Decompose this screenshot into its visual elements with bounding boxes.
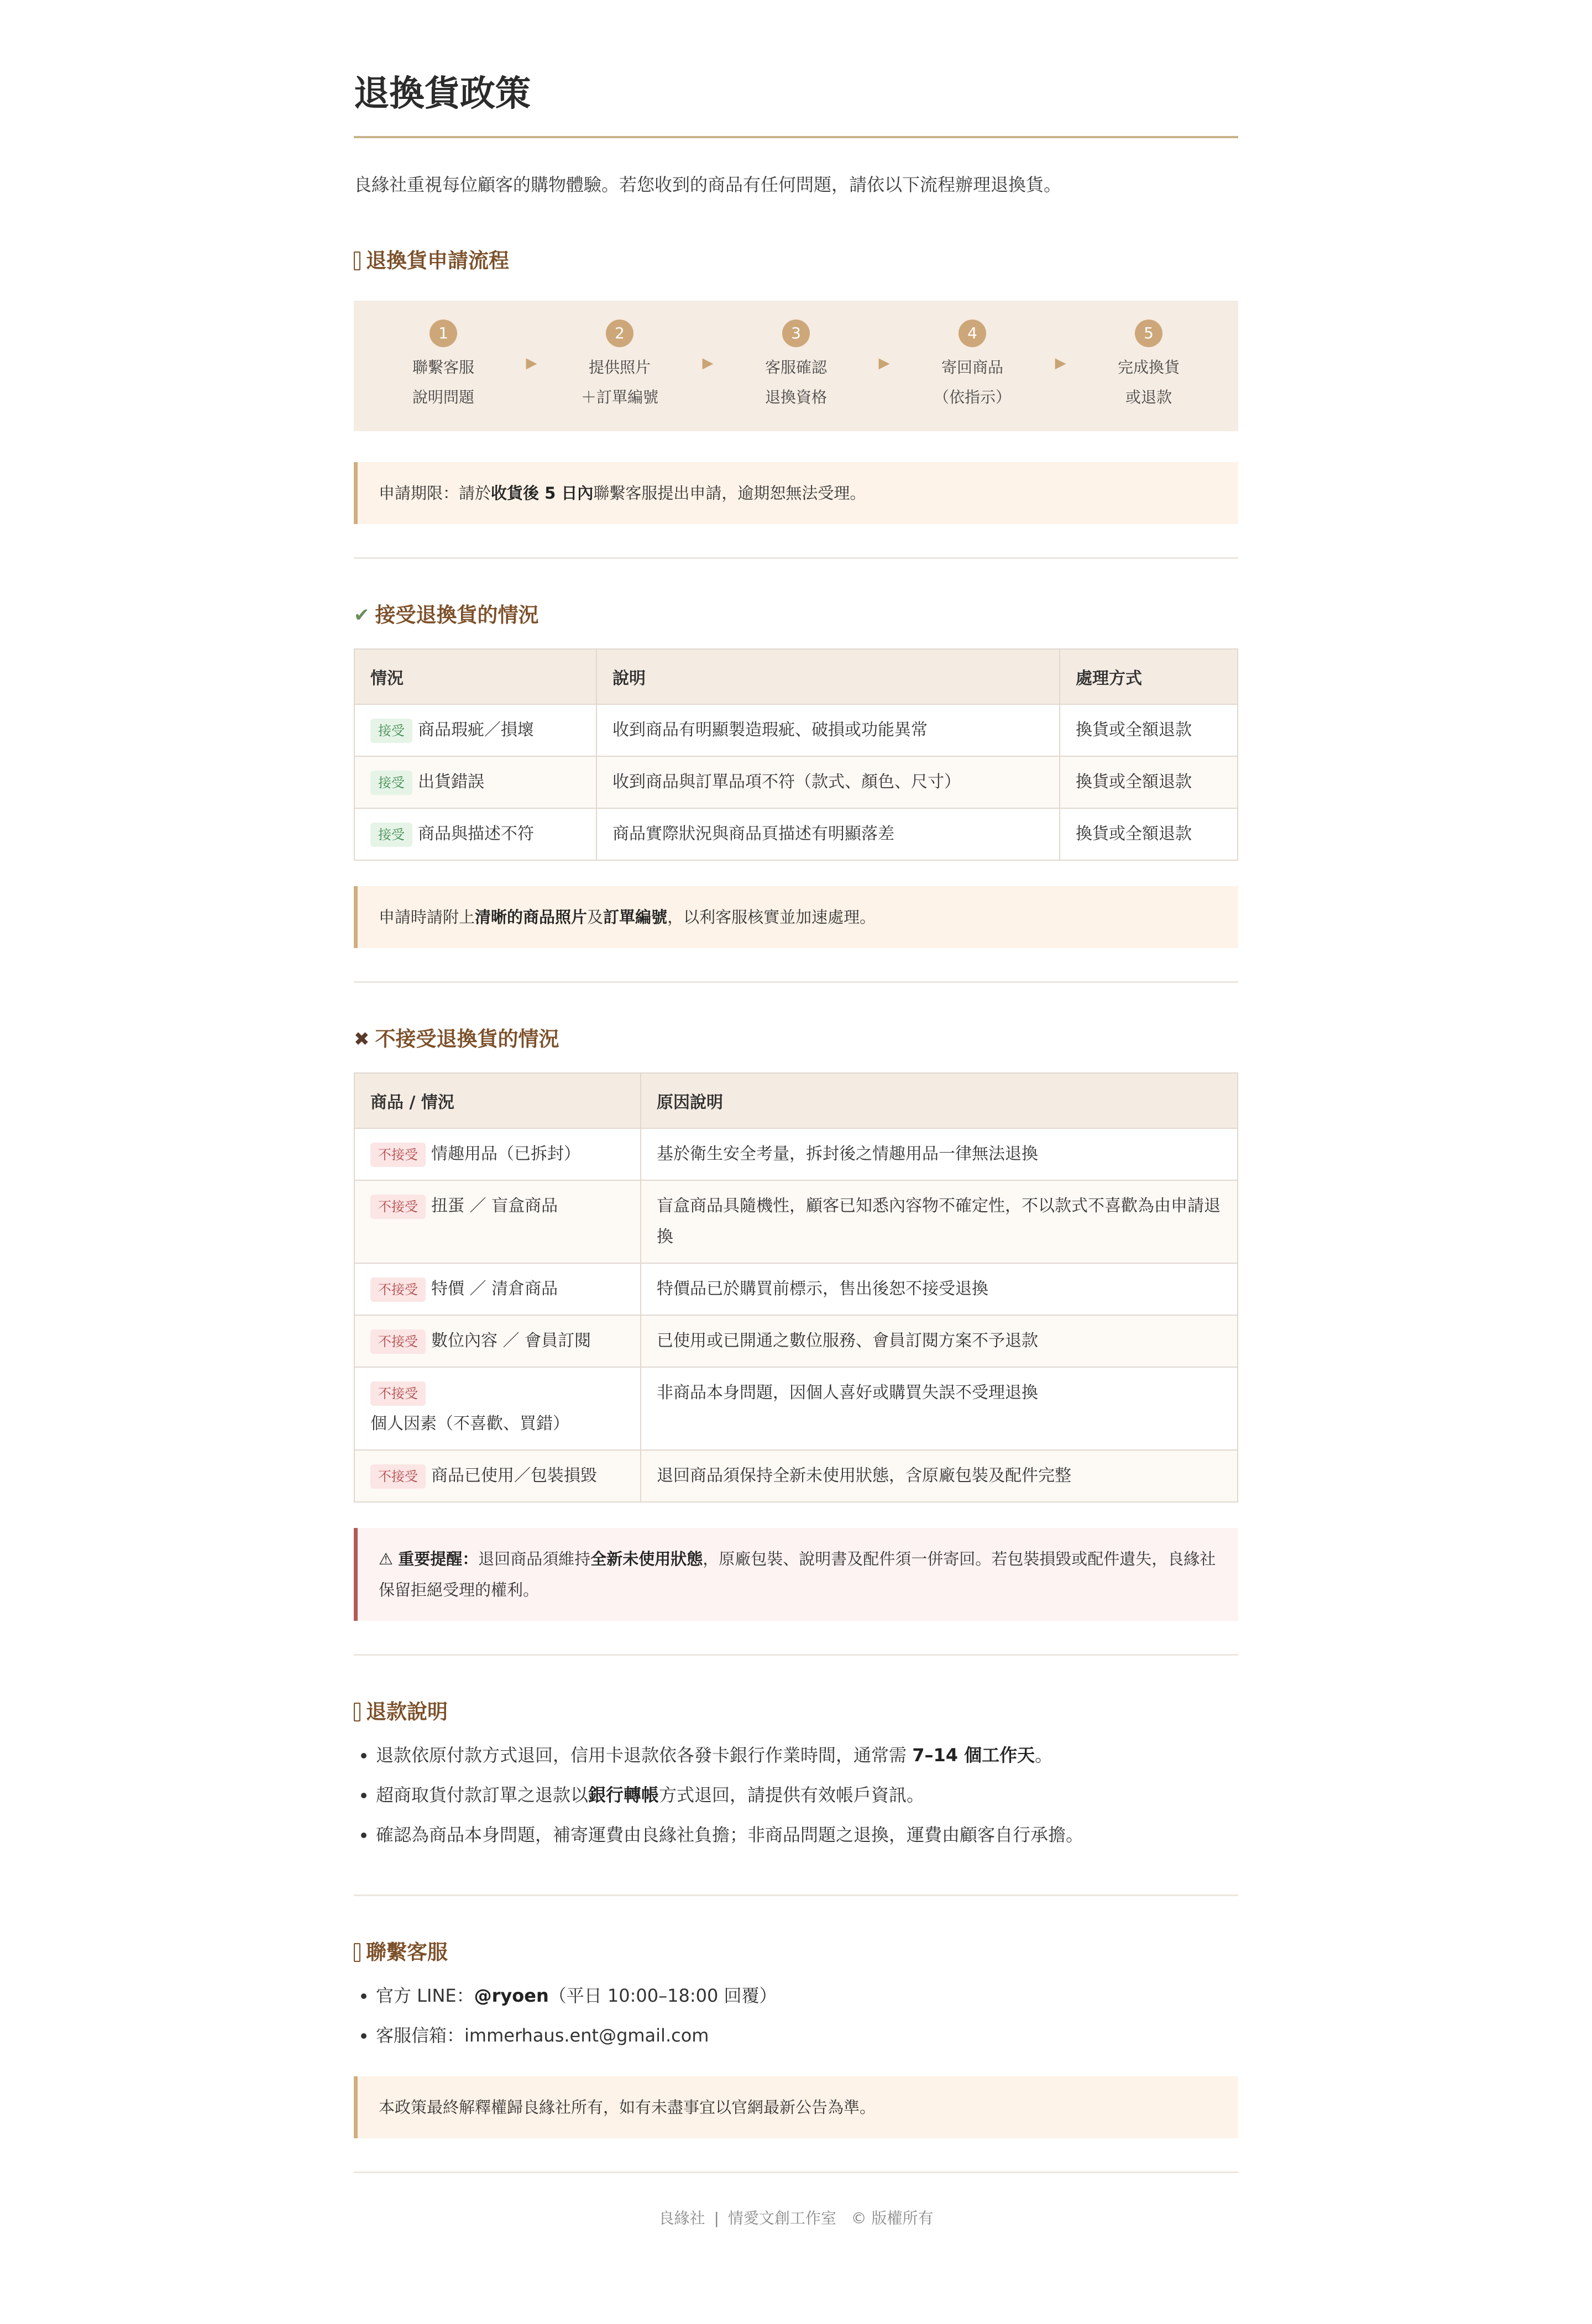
item-text: 方式退回，請提供有效帳戶資訊。 (659, 1784, 925, 1805)
item-text: （平日 10:00–18:00 回覆） (548, 1985, 777, 2006)
case-cell (354, 1450, 641, 1502)
cross-icon: ✖ (354, 1028, 370, 1050)
reject-badge: 不接受 (370, 1381, 426, 1406)
step-label: 完成換貨 (1117, 358, 1180, 376)
process-heading (354, 247, 1238, 275)
table-row (354, 1315, 1238, 1367)
table-row (354, 1128, 1238, 1180)
arrow-right-icon: ▶ (1055, 355, 1066, 371)
step-number: 4 (959, 320, 986, 347)
contact-list (354, 1982, 1238, 2049)
column-header: 原因說明 (641, 1073, 1238, 1128)
note-emphasis: 收貨後 5 日內 (491, 484, 594, 503)
refund-heading (354, 1698, 1238, 1726)
process-step (730, 301, 862, 412)
step-number: 2 (606, 320, 633, 347)
footer-studio: 情愛文創工作室 (727, 2209, 836, 2227)
case-cell (354, 1180, 641, 1263)
column-header: 說明 (596, 649, 1060, 704)
reason-cell: 非商品本身問題，因個人喜好或購買失誤不受理退換 (641, 1367, 1238, 1450)
reason-cell: 基於衛生安全考量，拆封後之情趣用品一律無法退換 (641, 1128, 1238, 1180)
important-warning (354, 1528, 1238, 1621)
accepted-heading-label: 接受退換貨的情況 (375, 603, 539, 627)
table-row (354, 1450, 1238, 1502)
accept-badge: 接受 (370, 771, 412, 795)
money-icon (354, 1703, 360, 1721)
note-text: ，原廠包裝、說明書及配件須一併寄回。若包裝損毀或配件遺失，良緣社保留拒絕受理的權利。 (379, 1550, 1216, 1599)
reason-cell: 退回商品須保持全新未使用狀態，含原廠包裝及配件完整 (641, 1450, 1238, 1502)
clipboard-icon (354, 252, 360, 270)
note-emphasis: 訂單編號 (603, 908, 668, 927)
footer (354, 2207, 1238, 2229)
case-cell (354, 808, 596, 860)
table-header-row (354, 1073, 1238, 1128)
case-label: 扭蛋 ／ 盲盒商品 (431, 1196, 558, 1216)
process-heading-label: 退換貨申請流程 (366, 249, 509, 273)
process-step (553, 301, 686, 412)
step-label: 提供照片 (588, 358, 651, 376)
table-row (354, 1367, 1238, 1450)
step-label: 聯繫客服 (412, 358, 474, 376)
case-label: 商品已使用／包裝損毀 (431, 1466, 597, 1485)
item-text: 官方 LINE： (376, 1985, 474, 2006)
disclaimer-note: 本政策最終解釋權歸良緣社所有，如有未盡事宜以官網最新公告為準。 (354, 2076, 1238, 2138)
arrow-right-icon: ▶ (702, 355, 714, 371)
table-row (354, 1180, 1238, 1263)
step-sublabel: ＋訂單編號 (580, 388, 658, 406)
reject-badge: 不接受 (370, 1464, 426, 1489)
arrow-right-icon: ▶ (526, 355, 537, 371)
action-cell: 換貨或全額退款 (1060, 704, 1238, 756)
reason-cell: 已使用或已開通之數位服務、會員訂閱方案不予退款 (641, 1315, 1238, 1367)
step-number: 5 (1135, 320, 1162, 347)
table-row (354, 808, 1238, 860)
list-item (376, 1982, 1238, 2009)
item-text: 退款依原付款方式退回，信用卡退款依各發卡銀行作業時間，通常需 (376, 1745, 913, 1766)
email-link[interactable]: immerhaus.ent@gmail.com (464, 2025, 709, 2046)
note-emphasis: 全新未使用狀態 (590, 1550, 703, 1568)
list-item (376, 2022, 1238, 2049)
list-item: • 確認為商品本身問題，補寄運費由良緣社負擔；非商品問題之退換，運費由顧客自行承擔。 (376, 1821, 1238, 1848)
item-text: 。 (1035, 1745, 1053, 1766)
note-text: ，以利客服核實並加速處理。 (667, 908, 876, 927)
note-text: 申請期限：請於 (379, 484, 491, 503)
step-label: 寄回商品 (941, 358, 1003, 376)
contact-heading-label: 聯繫客服 (366, 1940, 448, 1964)
desc-cell: 商品實際狀況與商品頁描述有明顯落差 (596, 808, 1060, 860)
note-text: 聯繫客服提出申請，逾期恕無法受理。 (593, 484, 866, 503)
rejected-heading (354, 1025, 1238, 1054)
deadline-note (354, 462, 1238, 524)
list-item (376, 1782, 1238, 1808)
reject-badge: 不接受 (370, 1195, 426, 1219)
note-emphasis: 清晰的商品照片 (475, 908, 588, 927)
case-label: 個人因素（不喜歡、買錯） (370, 1414, 569, 1433)
reject-badge: 不接受 (370, 1330, 426, 1354)
case-cell (354, 704, 596, 756)
list-item (376, 1742, 1238, 1768)
column-header: 處理方式 (1060, 649, 1238, 704)
phone-icon (354, 1943, 360, 1962)
page-title: 退換貨政策 (354, 71, 1238, 138)
footer-copyright: © 版權所有 (851, 2209, 934, 2227)
case-label: 特價 ／ 清倉商品 (431, 1279, 558, 1299)
case-label: 數位內容 ／ 會員訂閱 (431, 1331, 591, 1351)
refund-list (354, 1742, 1238, 1848)
accepted-table (354, 648, 1238, 861)
policy-page (354, 0, 1238, 2229)
case-label: 商品與描述不符 (418, 824, 534, 844)
case-cell (354, 1367, 641, 1450)
case-cell (354, 756, 596, 808)
reject-badge: 不接受 (370, 1278, 426, 1302)
item-emphasis: 7–14 個工作天 (912, 1745, 1035, 1766)
reject-badge: 不接受 (370, 1143, 426, 1167)
process-step (906, 301, 1039, 412)
footer-brand: 良緣社 (658, 2209, 705, 2227)
rejected-table (354, 1072, 1238, 1503)
process-steps (354, 301, 1238, 431)
reason-cell: 特價品已於購買前標示，售出後恕不接受退換 (641, 1263, 1238, 1315)
step-sublabel: 退換資格 (764, 388, 827, 406)
item-text: 超商取貨付款訂單之退款以 (376, 1784, 589, 1805)
step-number: 3 (782, 320, 810, 347)
step-sublabel: 說明問題 (412, 388, 474, 406)
table-row (354, 756, 1238, 808)
case-cell (354, 1128, 641, 1180)
column-header: 商品 / 情況 (354, 1073, 641, 1128)
step-number: 1 (430, 320, 457, 347)
check-icon: ✔ (354, 604, 370, 626)
case-label: 出貨錯誤 (418, 772, 484, 792)
step-label: 客服確認 (764, 358, 827, 376)
note-text: 申請時請附上 (379, 908, 475, 927)
photo-note (354, 886, 1238, 948)
intro-text: 良緣社重視每位顧客的購物體驗。若您收到的商品有任何問題，請依以下流程辦理退換貨。 (354, 174, 1062, 195)
table-row (354, 704, 1238, 756)
case-label: 情趣用品（已拆封） (431, 1144, 580, 1164)
footer-separator: | (714, 2209, 719, 2227)
refund-heading-label: 退款說明 (366, 1700, 448, 1724)
accepted-heading (354, 601, 1238, 630)
warning-label: 重要提醒： (398, 1550, 479, 1568)
item-text: 客服信箱： (376, 2025, 465, 2046)
accept-badge: 接受 (370, 823, 412, 847)
case-cell (354, 1315, 641, 1367)
case-cell (354, 1263, 641, 1315)
arrow-right-icon: ▶ (878, 355, 890, 371)
desc-cell: 收到商品與訂單品項不符（款式、顏色、尺寸） (596, 756, 1060, 808)
case-label: 商品瑕疵／損壞 (418, 720, 534, 740)
contact-heading (354, 1938, 1238, 1967)
action-cell: 換貨或全額退款 (1060, 808, 1238, 860)
accept-badge: 接受 (370, 719, 412, 743)
table-header-row (354, 649, 1238, 704)
process-step (377, 301, 510, 412)
reason-cell: 盲盒商品具隨機性，顧客已知悉內容物不確定性，不以款式不喜歡為由申請退換 (641, 1180, 1238, 1263)
action-cell: 換貨或全額退款 (1060, 756, 1238, 808)
desc-cell: 收到商品有明顯製造瑕疵、破損或功能異常 (596, 704, 1060, 756)
note-text: 及 (587, 908, 604, 927)
line-id[interactable]: @ryoen (474, 1985, 549, 2006)
rejected-heading-label: 不接受退換貨的情況 (375, 1027, 559, 1051)
column-header: 情況 (354, 649, 596, 704)
table-row (354, 1263, 1238, 1315)
warning-icon: ⚠ (379, 1550, 393, 1568)
step-sublabel: （依指示） (933, 388, 1011, 406)
item-emphasis: 銀行轉帳 (588, 1784, 659, 1805)
process-step (1082, 301, 1215, 412)
step-sublabel: 或退款 (1125, 388, 1172, 406)
note-text: 退回商品須維持 (478, 1550, 591, 1568)
